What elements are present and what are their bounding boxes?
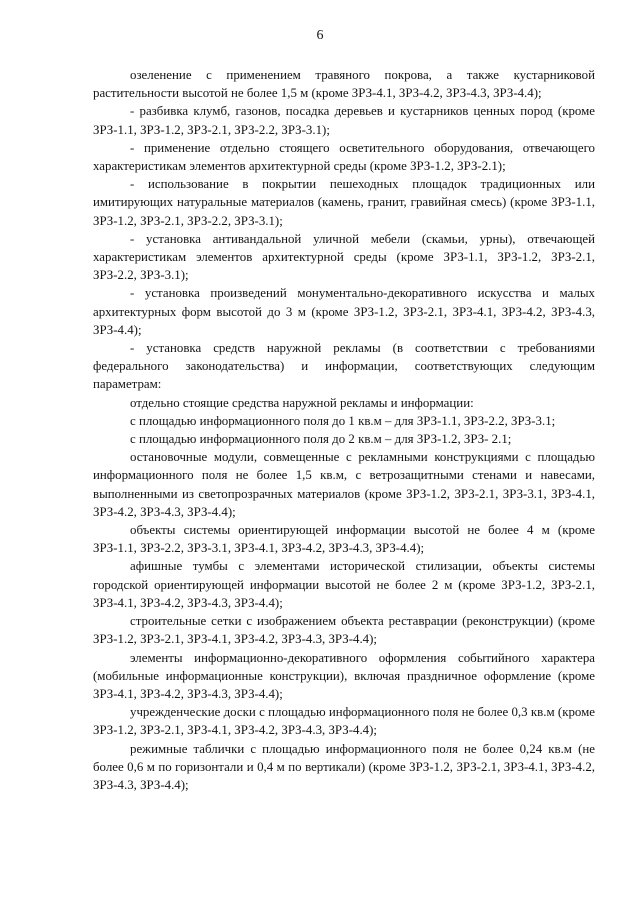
paragraph: афишные тумбы с элементами исторической стилизации, объекты системы городской ориентирующей информации высотой не более 2 м (кроме ЗРЗ-1.2, ЗРЗ-2.1, ЗРЗ-4.1, ЗРЗ-4.2, ЗРЗ-4.3, ЗРЗ-4.4); [93,559,595,610]
paragraph: остановочные модули, совмещенные с рекламными конструкциями с площадью информационного поля не более 1,5 кв.м, с ветрозащитными стенами и навесами, выполненными из светопрозрачных материалов (кроме ЗРЗ-1.2, ЗРЗ-2.1, ЗРЗ-3.1, ЗРЗ-4.1, ЗРЗ-4.2, ЗРЗ-4.3, ЗРЗ-4.4); [93,450,595,519]
paragraph: - разбивка клумб, газонов, посадка деревьев и кустарников ценных пород (кроме ЗРЗ-1.1, ЗРЗ-1.2, ЗРЗ-2.1, ЗРЗ-2.2, ЗРЗ-3.1); [93,104,595,137]
paragraph: режимные таблички с площадью информационного поля не более 0,24 кв.м (не более 0,6 м по горизонтали и 0,4 м по вертикали) (кроме ЗРЗ-1.2, ЗРЗ-2.1, ЗРЗ-4.1, ЗРЗ-4.2, ЗРЗ-4.3, ЗРЗ-4.4); [93,741,595,792]
paragraph: - установка произведений монументально-декоративного искусства и малых архитектурных форм высотой до 3 м (кроме ЗРЗ-1.2, ЗРЗ-2.1, ЗРЗ-4.1, ЗРЗ-4.2, ЗРЗ-4.3, ЗРЗ-4.4); [93,286,595,337]
paragraph: учрежденческие доски с площадью информационного поля не более 0,3 кв.м (кроме ЗРЗ-1.2, ЗРЗ-2.1, ЗРЗ-4.1, ЗРЗ-4.2, ЗРЗ-4.3, ЗРЗ-4.4); [93,705,595,738]
paragraph: объекты системы ориентирующей информации высотой не более 4 м (кроме ЗРЗ-1.1, ЗРЗ-2.2, ЗРЗ-3.1, ЗРЗ-4.1, ЗРЗ-4.2, ЗРЗ-4.3, ЗРЗ-4.4); [93,523,595,556]
paragraph: - использование в покрытии пешеходных площадок традиционных или имитирующих натуральные материалов (камень, гранит, гравийная смесь) (кроме ЗРЗ-1.1, ЗРЗ-1.2, ЗРЗ-2.1, ЗРЗ-2.2, ЗРЗ-3.1); [93,177,595,228]
paragraph: озеленение с применением травяного покрова, а также кустарниковой растительности высотой не более 1,5 м (кроме ЗРЗ-4.1, ЗРЗ-4.2, ЗРЗ-4.3, ЗРЗ-4.4); [93,68,595,101]
page-number: 6 [316,28,324,43]
paragraph: с площадью информационного поля до 1 кв.м – для ЗРЗ-1.1, ЗРЗ-2.2, ЗРЗ-3.1; [130,413,556,428]
paragraph: элементы информационно-декоративного оформления событийного характера (мобильные информационные конструкции), включая праздничное оформление (кроме ЗРЗ-4.1, ЗРЗ-4.2, ЗРЗ-4.3, ЗРЗ-4.4); [93,650,595,701]
paragraph: - применение отдельно стоящего осветительного оборудования, отвечающего характеристикам элементов архитектурной среды (кроме ЗРЗ-1.2, ЗРЗ-2.1); [93,140,595,174]
paragraph: строительные сетки с изображением объекта реставрации (реконструкции) (кроме ЗРЗ-1.2, ЗРЗ-2.1, ЗРЗ-4.1, ЗРЗ-4.2, ЗРЗ-4.3, ЗРЗ-4.4); [93,614,595,647]
paragraph: с площадью информационного поля до 2 кв.м – для ЗРЗ-1.2, ЗРЗ- 2.1; [130,432,512,447]
paragraph: отдельно стоящие средства наружной рекламы и информации: [130,395,474,410]
paragraph: - установка средств наружной рекламы (в соответствии с требованиями федерального законодательства) и информации, соответствующих следующим параметрам: [93,341,595,392]
document-body [93,66,595,794]
paragraph: - установка антивандальной уличной мебели (скамьи, урны), отвечающей характеристикам элементов архитектурной среды (кроме ЗРЗ-1.1, ЗРЗ-1.2, ЗРЗ-2.1, ЗРЗ-2.2, ЗРЗ-3.1); [93,231,595,283]
